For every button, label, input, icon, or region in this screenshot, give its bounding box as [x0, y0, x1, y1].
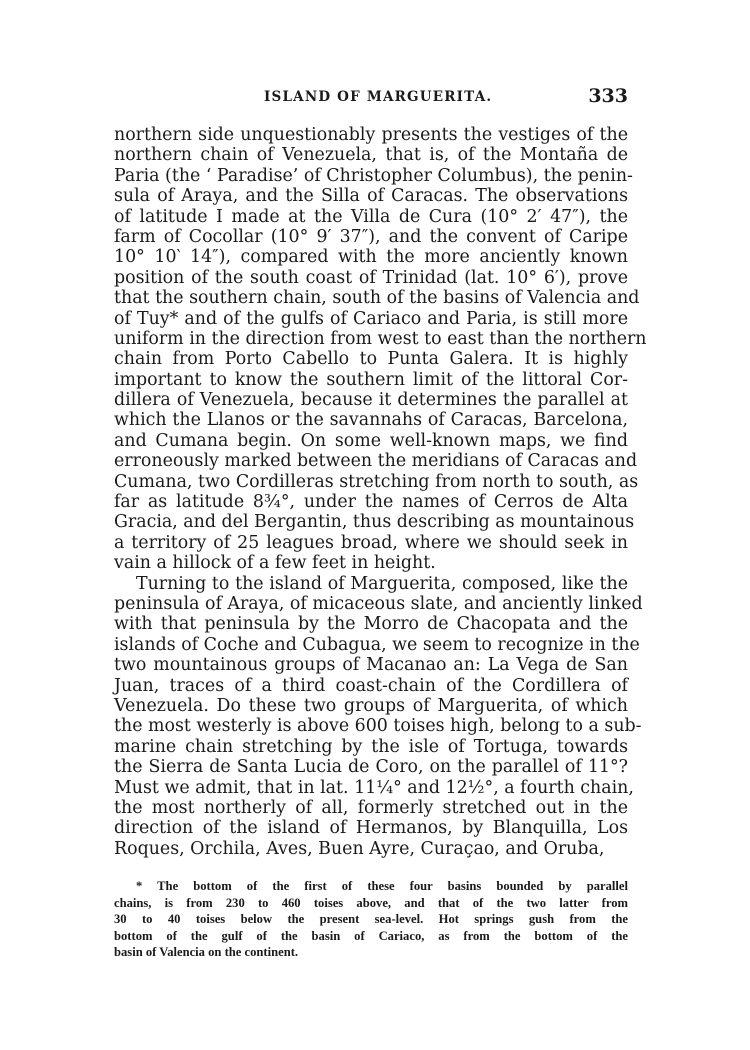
text-line: Paria (the ‘ Paradise’ of Christopher Columbus), the penin- [114, 165, 633, 186]
text-line: uniform in the direction from west to east than the northern [114, 328, 647, 349]
text-line: the Sierra de Santa Lucia de Coro, on the parallel of 11°? [114, 757, 628, 778]
text-line: a territory of 25 leagues broad, where we should seek in [114, 532, 628, 553]
text-line: the most westerly is above 600 toises high, belong to a sub- [114, 716, 642, 737]
text-line: erroneously marked between the meridians of Caracas and [114, 451, 638, 472]
text-line: position of the south coast of Trinidad (lat. 10° 6′), prove [114, 267, 628, 288]
text-line: the most northerly of all, formerly stretched out in the [114, 797, 628, 818]
text-line: peninsula of Araya, of micaceous slate, and anciently linked [114, 593, 643, 614]
text-line: with that peninsula by the Morro de Chacopata and the [114, 614, 628, 635]
text-line: 10° 10‵ 14″), compared with the more anciently known [114, 247, 628, 268]
body-lines [114, 125, 647, 859]
text-line: two mountainous groups of Macanao an: La Vega de San [114, 655, 628, 676]
footnote-line: * The bottom of the first of these four basins bounded by parallel [136, 879, 628, 893]
page-header [114, 85, 628, 113]
text-line: marine chain stretching by the isle of Tortuga, towards [114, 736, 628, 757]
text-line: direction of the island of Hermanos, by Blanquilla, Los [114, 818, 628, 839]
text-line: Cumana, two Cordilleras stretching from north to south, as [114, 471, 639, 492]
text-line: which the Llanos or the savannahs of Caracas, Barcelona, [114, 410, 628, 431]
text-line: and Cumana begin. On some well-known maps, we find [114, 430, 628, 451]
text-line: of latitude I made at the Villa de Cura (10° 2′ 47″), the [114, 206, 628, 227]
page-number: 333 [588, 85, 628, 107]
text-line: farm of Cocollar (10° 9′ 37″), and the convent of Caripe [114, 226, 628, 247]
text-line: dillera of Venezuela, because it determines the parallel at [114, 390, 628, 411]
text-line: islands of Coche and Cubagua, we seem to recognize in the [114, 634, 640, 655]
footnote-lines [114, 878, 628, 961]
text-line: Turning to the island of Marguerita, composed, like the [136, 573, 628, 594]
text-line: Must we admit, that in lat. 11¼° and 12½°, a fourth chain, [114, 777, 634, 798]
footnote-line: basin of Valencia on the continent. [114, 945, 299, 960]
text-line: that the southern chain, south of the basins of Valencia and [114, 288, 640, 309]
footnote-line: 30 to 40 toises below the present sea-level. Hot springs gush from the [114, 912, 628, 927]
text-line: of Tuy* and of the gulfs of Cariaco and Paria, is still more [114, 308, 628, 329]
footnote-line: bottom of the gulf of the basin of Cariaco, as from the bottom of the [114, 928, 628, 943]
text-line: chain from Porto Cabello to Punta Galera. It is highly [114, 349, 628, 370]
text-line: important to know the southern limit of the littoral Cor- [114, 369, 628, 390]
text-line: Juan, traces of a third coast-chain of the Cordillera of [114, 675, 628, 696]
text-line: northern side unquestionably presents the vestiges of the [114, 125, 628, 145]
running-head: ISLAND OF MARGUERITA. [264, 89, 493, 105]
text-line: far as latitude 8¾°, under the names of Cerros de Alta [114, 492, 628, 513]
text-line: Venezuela. Do these two groups of Marguerita, of which [114, 695, 628, 716]
text-line: Gracia, and del Bergantin, thus describing as mountainous [114, 512, 635, 533]
text-line: sula of Araya, and the Silla of Caracas. The observations [114, 186, 628, 207]
body-text [114, 125, 647, 859]
text-line: Roques, Orchila, Aves, Buen Ayre, Curaçao, and Oruba, [114, 838, 605, 859]
footnote [114, 878, 628, 961]
text-line: northern chain of Venezuela, that is, of the Montaña de [114, 145, 628, 166]
footnote-line: chains, is from 230 to 460 toises above, and that of the two latter from [114, 895, 628, 910]
text-line: vain a hillock of a few feet in height. [114, 553, 436, 574]
